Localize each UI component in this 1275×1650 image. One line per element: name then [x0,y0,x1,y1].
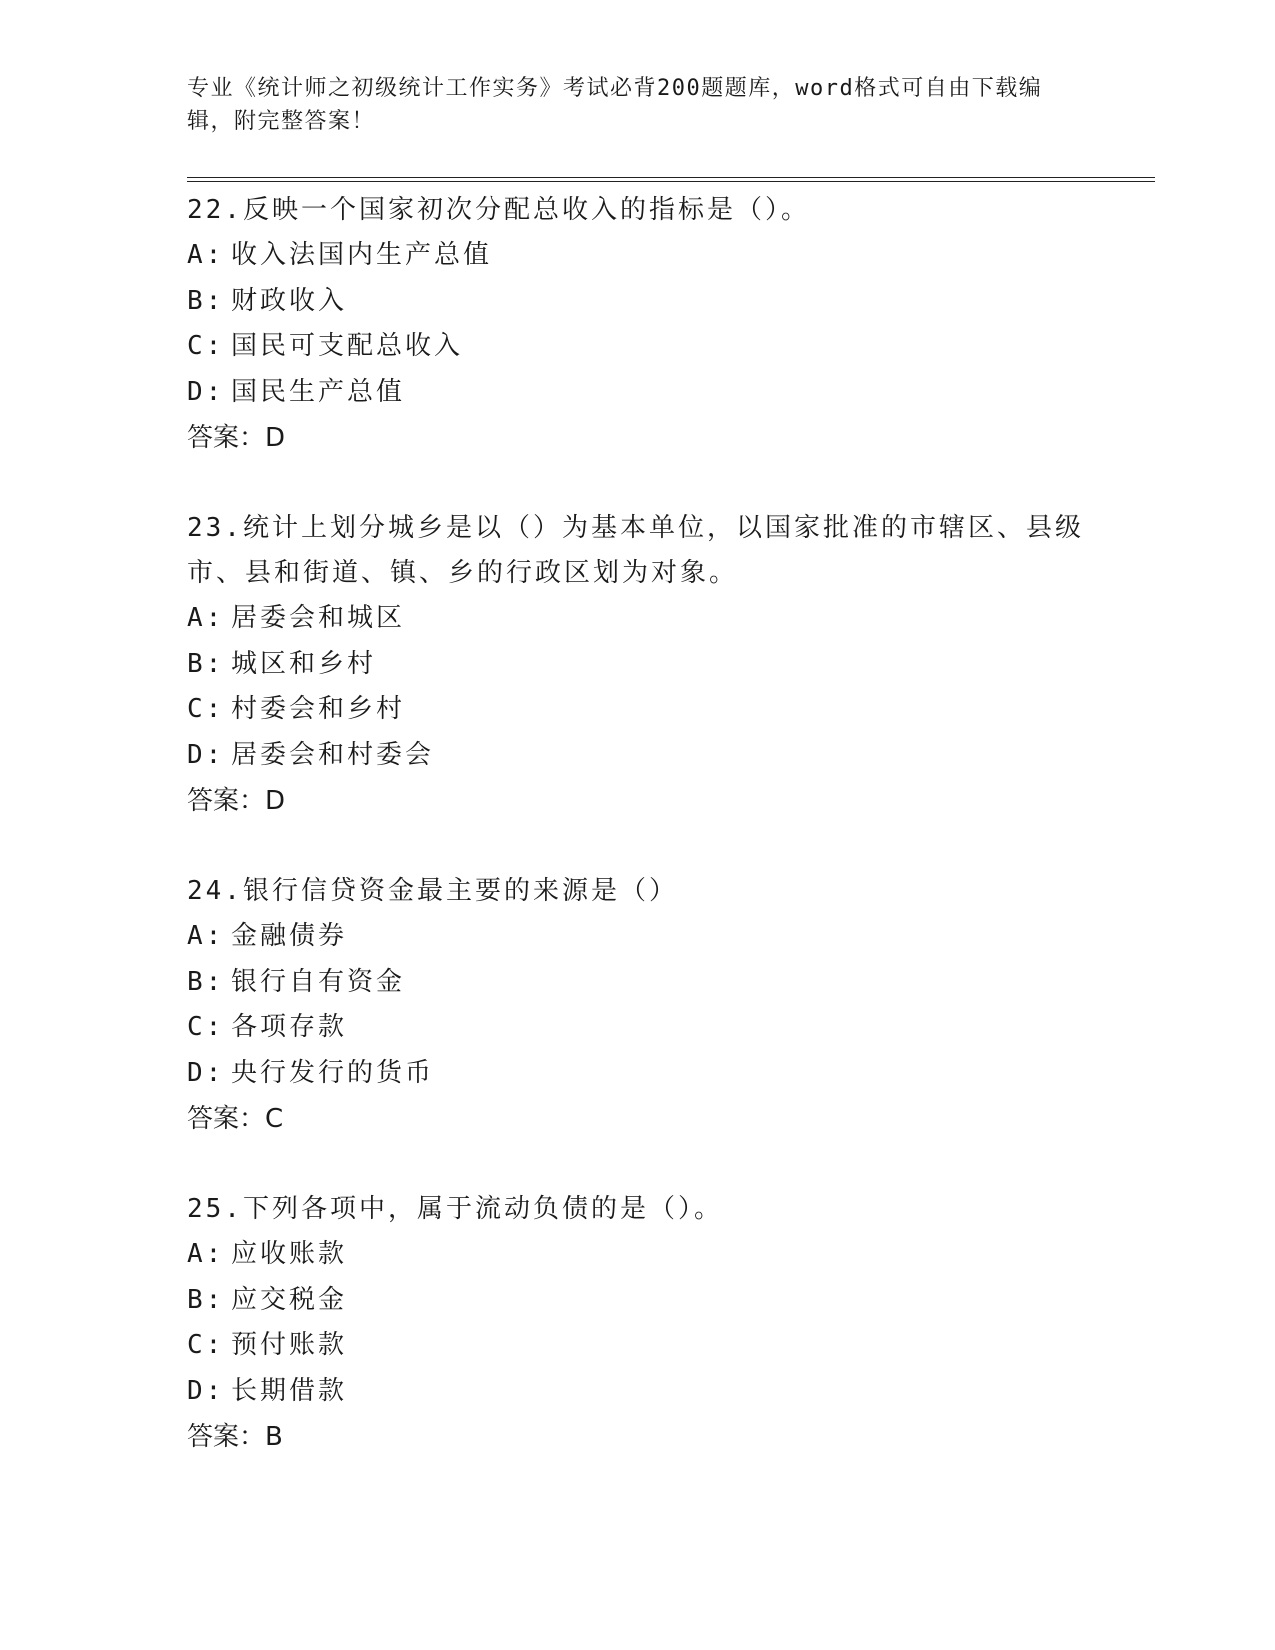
option-text: 居委会和村委会 [231,739,435,770]
option-text: 应交税金 [231,1284,348,1315]
option-text: 长期借款 [231,1375,348,1406]
option-key: A: [187,921,225,951]
question-stem: 24.银行信贷资金最主要的来源是（） [187,876,678,906]
option-key: C: [187,331,225,361]
option-b [187,1278,1087,1324]
option-text: 城区和乡村 [231,648,377,679]
option-d [187,733,1087,779]
option-c [187,1005,1087,1051]
option-a [187,914,1087,960]
option-key: B: [187,285,225,316]
answer-line: 答案：D [187,786,286,816]
question-stem: 25.下列各项中，属于流动负债的是（）。 [187,1194,723,1224]
option-c [187,324,1087,370]
option-b [187,960,1087,1006]
option-text: 央行发行的货币 [231,1057,435,1088]
option-text: 金融债券 [231,921,348,951]
option-key: A: [187,603,225,633]
option-key: B: [187,648,225,679]
option-d [187,1051,1087,1097]
option-b [187,642,1087,688]
question-24 [187,869,1087,1142]
question-23 [187,506,1087,824]
option-key: D: [187,1375,225,1406]
option-key: D: [187,739,225,770]
option-key: D: [187,1057,225,1088]
option-text: 国民可支配总收入 [231,331,464,361]
option-d [187,370,1087,416]
answer-line: 答案：B [187,1422,283,1452]
option-key: C: [187,1012,225,1042]
option-a [187,1232,1087,1278]
option-text: 居委会和城区 [231,603,406,633]
option-key: C: [187,694,225,724]
option-text: 应收账款 [231,1239,348,1269]
option-b [187,279,1087,325]
question-25 [187,1187,1087,1460]
option-key: B: [187,1284,225,1315]
question-22 [187,188,1087,461]
answer-line: 答案：C [187,1104,284,1134]
option-c [187,687,1087,733]
option-text: 财政收入 [231,285,348,316]
option-text: 预付账款 [231,1330,348,1360]
header-divider [187,177,1155,182]
option-text: 村委会和乡村 [231,694,406,724]
option-key: C: [187,1330,225,1360]
option-text: 银行自有资金 [231,966,406,997]
option-key: D: [187,376,225,407]
option-text: 收入法国内生产总值 [231,240,493,270]
option-key: A: [187,1239,225,1269]
option-key: B: [187,966,225,997]
question-list [187,188,1087,1505]
option-key: A: [187,240,225,270]
option-text: 各项存款 [231,1012,348,1042]
option-text: 国民生产总值 [231,376,406,407]
option-d [187,1369,1087,1415]
question-stem: 22.反映一个国家初次分配总收入的指标是（）。 [187,195,810,225]
question-stem: 23.统计上划分城乡是以（）为基本单位，以国家批准的市辖区、县级市、县和街道、镇、乡的行政区划为对象。 [187,513,1084,588]
option-a [187,596,1087,642]
option-a [187,233,1087,279]
document-header: 专业《统计师之初级统计工作实务》考试必背200题题库，word格式可自由下载编辑，附完整答案！ [187,76,1043,134]
option-c [187,1323,1087,1369]
answer-line: 答案：D [187,423,286,453]
